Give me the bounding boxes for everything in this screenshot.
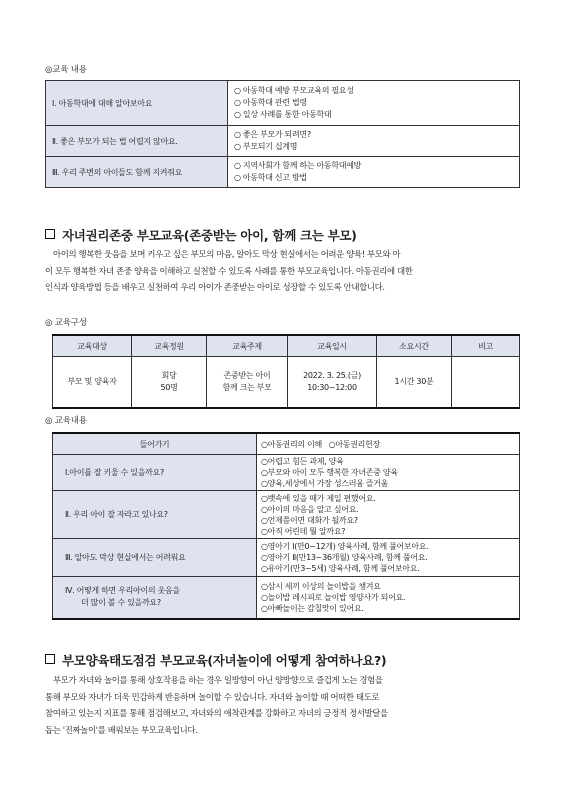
row-title (53, 577, 257, 619)
cell-datetime (288, 357, 377, 409)
heading-text: 자녀권리존중 부모교육(존중받는 아이, 함께 크는 부모) (62, 228, 357, 243)
cell-line: 함께 크는 부모 (222, 383, 272, 392)
paragraph-line: 통해 부모와 자녀가 더욱 민감하게 반응하며 놀이할 수 있습니다. 자녀와 놀이할 때 어떠한 태도로 (45, 691, 380, 702)
column-header: 교육정원 (132, 335, 207, 357)
list-item: ○놀이밥 레시피로 놀이밥 영양사가 되어요. (261, 592, 406, 602)
list-item: ○어렵고 힘든 과제, 양육 (261, 457, 344, 466)
column-header: 소요시간 (377, 335, 452, 357)
section-paragraph (45, 672, 521, 738)
list-item: ○아동권리헌장 (328, 439, 380, 449)
row-title: Ⅱ. 좋은 부모가 되는 법 어렵지 않아요. (46, 126, 228, 157)
table-row (53, 539, 520, 577)
list-item: ○유아기(만3~5세) 양육사례, 함께 풀어보아요. (261, 564, 420, 573)
row-items (257, 577, 520, 619)
row-title: Ⅰ. 아동학대에 대해 알아보아요 (46, 81, 228, 126)
cell-line: 2022. 3. 25.(금) (303, 371, 361, 380)
cell-line: 50명 (160, 383, 178, 392)
column-header: 교육일시 (288, 335, 377, 357)
list-item: ○ 일상 사례를 통한 아동학대 (234, 110, 332, 119)
section-paragraph (45, 246, 521, 296)
heading-text: 부모양육태도점검 부모교육(자녀놀이에 어떻게 참여하나요?) (62, 653, 387, 668)
table-row (53, 491, 520, 539)
column-header: 비고 (452, 335, 520, 357)
row-items (228, 81, 520, 126)
list-item: ○ 지역사회가 함께 하는 아동학대예방 (234, 161, 362, 170)
row-title: 들어가기 (53, 433, 257, 455)
row-title: Ⅲ. 우리 주변의 아이들도 함께 지켜줘요 (46, 157, 228, 188)
section-label-composition: ◎ 교육구성 (45, 318, 87, 328)
row-items (257, 539, 520, 577)
cell-line: 10:30~12:00 (307, 383, 357, 392)
row-items (257, 433, 520, 455)
education-content-table (45, 80, 520, 188)
paragraph-line: 아이의 행복한 웃음을 보며 키우고 싶은 부모의 마음, 알아도 막상 현실에서는 어려운 양육! 부모와 아 (53, 249, 401, 259)
row-items (228, 126, 520, 157)
cell-topic (207, 357, 288, 409)
list-item: ○아이의 마음을 알고 싶어요. (261, 504, 359, 514)
list-item: ○부모와 아이 모두 행복한 자녀존중 양육 (261, 468, 398, 477)
row-items (228, 157, 520, 188)
row-items (257, 491, 520, 539)
section-label-content: ◎ 교육내용 (45, 416, 87, 426)
table-row (53, 455, 520, 491)
checkbox-square-icon (45, 654, 55, 664)
cell-line: 회당 (161, 371, 177, 380)
paragraph-line: 이 모두 행복한 자녀 존중 양육을 이해하고 실천할 수 있도록 사례를 통한 부모교육입니다. 아동권리에 대한 (45, 265, 413, 276)
list-item: ○영아기 Ⅰ(만0~12개) 양육사례, 함께 풀어보아요. (261, 542, 429, 551)
table-row (46, 126, 520, 157)
table-row (53, 577, 520, 619)
list-item: ○ 아동학대 예방 부모교육의 필요성 (234, 86, 354, 95)
checkbox-square-icon (45, 229, 55, 239)
column-header: 교육주제 (207, 335, 288, 357)
row-title: Ⅰ.아이를 잘 키울 수 있을까요? (53, 455, 257, 491)
table-header-row (53, 335, 520, 357)
row-items (257, 455, 520, 491)
paragraph-line: 부모가 자녀와 놀이를 통해 상호작용을 하는 경우 일방향이 아닌 양방향으로 즐겁게 노는 경험을 (53, 675, 383, 685)
list-item: ○ 아동학대 신고 방법 (234, 173, 307, 182)
section-heading-parenting-attitude (45, 651, 386, 669)
list-item: ○아빠놀이는 감칠맛이 있어요. (261, 603, 364, 613)
cell-line: 존중받는 아이 (223, 371, 271, 380)
list-item: ○언제쯤이면 대화가 될까요? (261, 515, 358, 525)
list-item: ○아직 어린데 뭘 알까요? (261, 526, 346, 536)
paragraph-line: 참여하고 있는지 지표를 통해 점검해보고, 자녀와의 애착관계를 강화하고 자녀의 긍정적 정서발달을 (45, 708, 388, 718)
title-line: Ⅳ. 어떻게 하면 우리아이의 웃음을 (65, 586, 180, 596)
list-item: ○뱃속에 있을 때가 제일 편했어요. (261, 493, 376, 503)
list-item: ○아동권리의 이해 (261, 439, 322, 449)
list-item: ○ 아동학대 관련 법령 (234, 98, 307, 107)
column-header: 교육대상 (53, 335, 132, 357)
composition-table (52, 334, 520, 409)
section-label-education-content: ◎교육 내용 (45, 65, 87, 75)
title-line: 더 많이 볼 수 있을까요? (81, 598, 161, 608)
content-table (52, 432, 520, 620)
table-row (53, 357, 520, 409)
table-row (46, 157, 520, 188)
list-item: ○양육,세상에서 가장 성스러움 즐거움 (261, 479, 389, 488)
table-row (46, 81, 520, 126)
list-item: ○ 부모되기 십계명 (234, 142, 298, 151)
row-title: Ⅱ. 우리 아이 잘 자라고 있나요? (53, 491, 257, 539)
paragraph-line: 인식과 양육방법 등을 배우고 실천하여 우리 아이가 존중받는 아이로 성장할 수 있도록 안내합니다. (45, 282, 385, 292)
list-item: ○영아기 Ⅱ(만13~36개월) 양육사례, 함께 풀어요. (261, 553, 428, 562)
table-row (53, 433, 520, 455)
paragraph-line: 돕는 '진짜놀이'를 배워보는 부모교육입니다. (45, 724, 198, 735)
cell-duration: 1시간 30분 (377, 357, 452, 409)
cell-note (452, 357, 520, 409)
list-item: ○ 좋은 부모가 되려면? (234, 130, 311, 139)
section-heading-rights (45, 226, 357, 244)
list-item: ○삼시 세끼 이상의 놀이밥을 챙겨요 (261, 581, 381, 591)
cell-target: 부모 및 양육자 (53, 357, 132, 409)
row-title: Ⅲ. 알아도 막상 현실에서는 어려워요 (53, 539, 257, 577)
cell-capacity (132, 357, 207, 409)
